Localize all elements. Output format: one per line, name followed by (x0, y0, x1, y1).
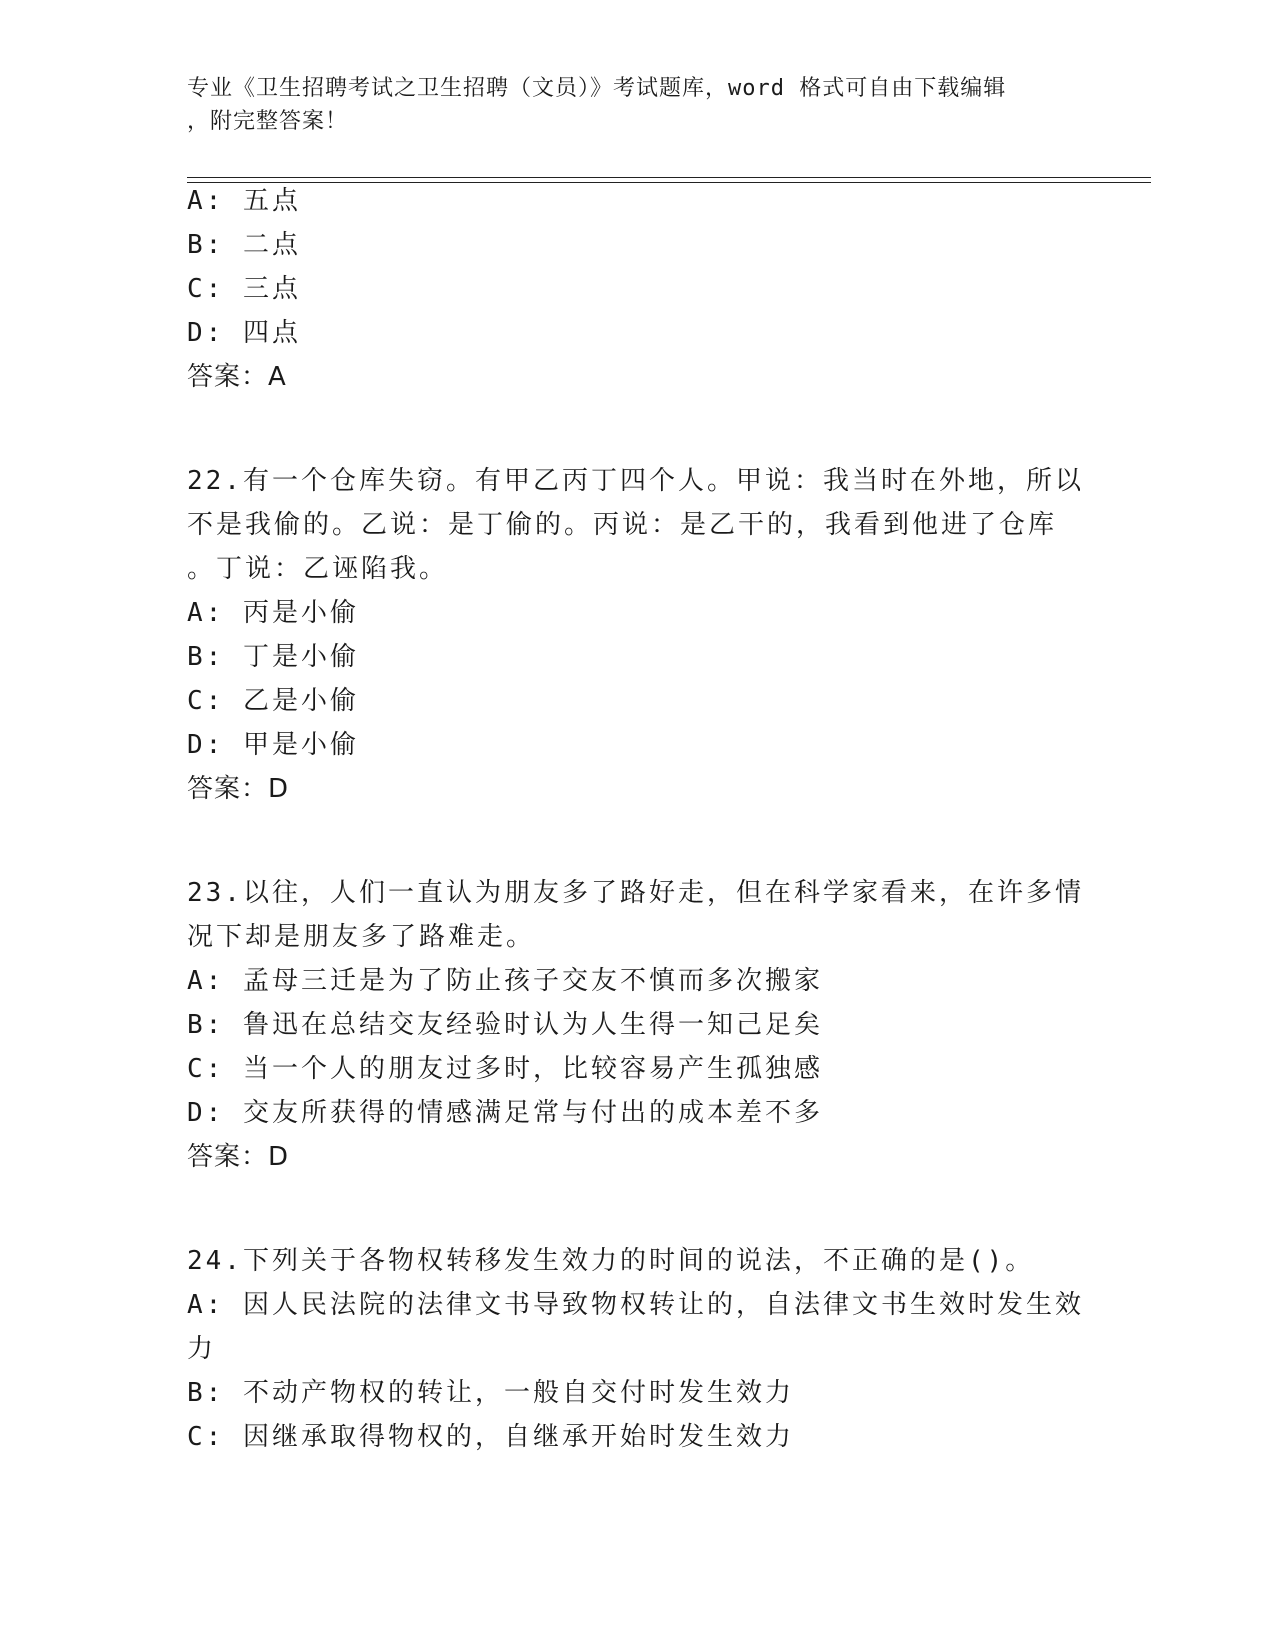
q21-option-b: B: 二点 (187, 230, 301, 260)
q24-stem-line-1: 24.下列关于各物权转移发生效力的时间的说法，不正确的是()。 (187, 1246, 1035, 1276)
header-line-1: 专业《卫生招聘考试之卫生招聘（文员）》考试题库，word 格式可自由下载编辑 (187, 76, 1007, 101)
q24-option-a: A: 因人民法院的法律文书导致物权转让的，自法律文书生效时发生效 (187, 1290, 1084, 1320)
q24-option-b: B: 不动产物权的转让，一般自交付时发生效力 (187, 1378, 794, 1408)
q24-option-a-continued: 力 (187, 1334, 217, 1364)
q22-option-b: B: 丁是小偷 (187, 642, 359, 672)
q22-stem-line-1: 22.有一个仓库失窃。有甲乙丙丁四个人。甲说：我当时在外地，所以 (187, 466, 1084, 496)
q24-option-c: C: 因继承取得物权的，自继承开始时发生效力 (187, 1422, 794, 1452)
q21-option-a: A: 五点 (187, 186, 301, 216)
q22-stem-line-3: 。丁说：乙诬陷我。 (187, 554, 449, 584)
q23-option-d: D: 交友所获得的情感满足常与付出的成本差不多 (187, 1098, 823, 1128)
q22-option-c: C: 乙是小偷 (187, 686, 359, 716)
q23-option-c: C: 当一个人的朋友过多时，比较容易产生孤独感 (187, 1054, 823, 1084)
q23-answer: 答案：D (187, 1142, 290, 1172)
header-divider-top (187, 177, 1151, 178)
q23-option-a: A: 孟母三迁是为了防止孩子交友不慎而多次搬家 (187, 966, 823, 996)
q22-answer: 答案：D (187, 774, 290, 804)
q23-option-b: B: 鲁迅在总结交友经验时认为人生得一知己足矣 (187, 1010, 823, 1040)
q22-option-a: A: 丙是小偷 (187, 598, 359, 628)
q22-stem-line-2: 不是我偷的。乙说：是丁偷的。丙说：是乙干的，我看到他进了仓库 (187, 510, 1058, 540)
q21-option-d: D: 四点 (187, 318, 301, 348)
q21-option-c: C: 三点 (187, 274, 301, 304)
q23-stem-line-1: 23.以往，人们一直认为朋友多了路好走，但在科学家看来，在许多情 (187, 878, 1084, 908)
header-divider-bottom (187, 182, 1151, 183)
q23-stem-line-2: 况下却是朋友多了路难走。 (187, 922, 536, 952)
header-line-2: ，附完整答案！ (187, 109, 349, 134)
document-header (187, 72, 1067, 138)
q21-answer: 答案：A (187, 362, 287, 392)
q22-option-d: D: 甲是小偷 (187, 730, 359, 760)
